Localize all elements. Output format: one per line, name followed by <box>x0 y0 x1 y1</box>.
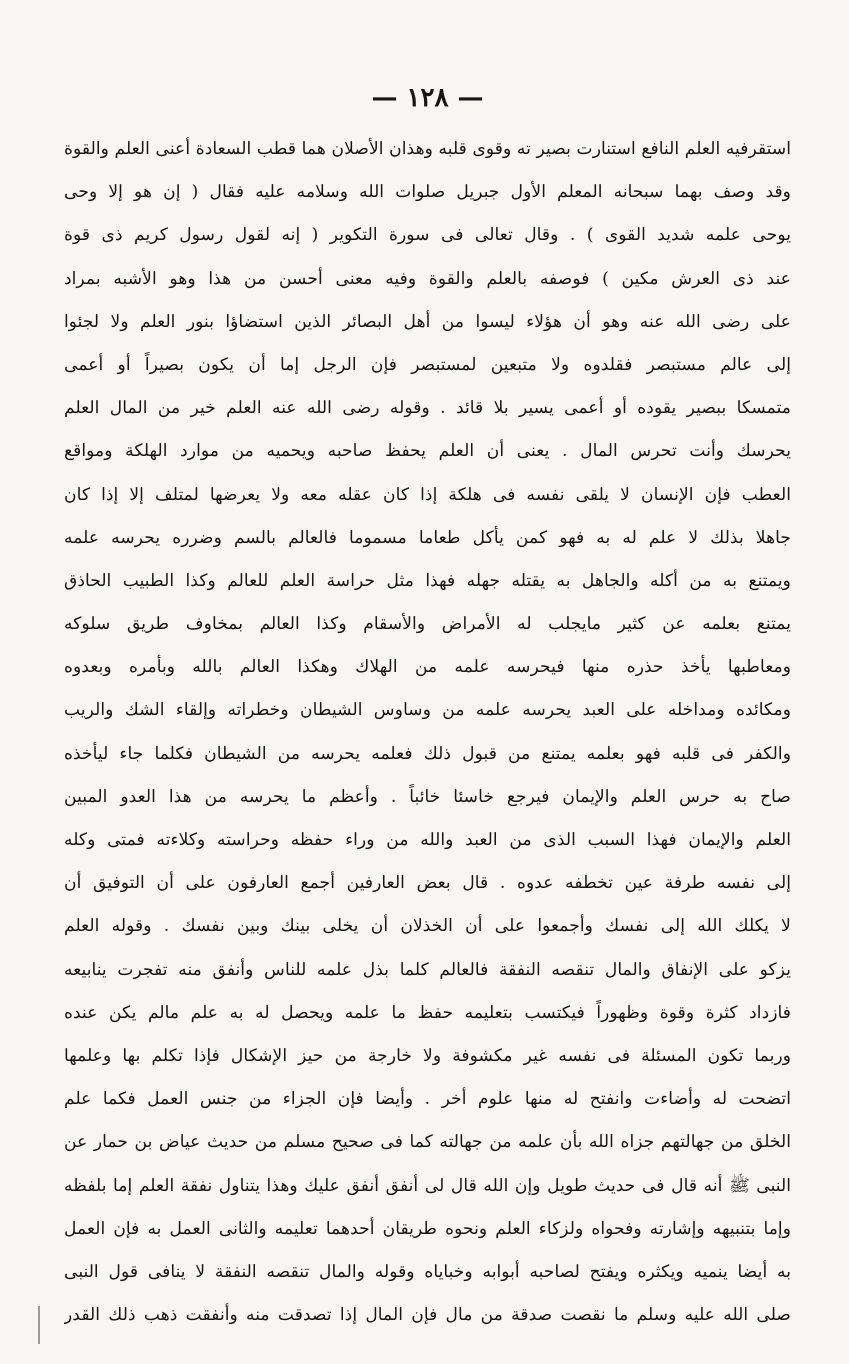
text-line: النبى ﷺ أنه قال فى حديث طويل وإن الله قال لى أنفق أنفق عليك وهذا يتناول نفقة العلم إما بلفظه <box>64 1175 791 1196</box>
text-line: عند ذى العرش مكين ) فوصفه بالعلم والقوة وفيه معنى أحسن من هذا وهو الأشبه بمراد <box>64 268 791 289</box>
text-line: صلى الله عليه وسلم ما نقصت صدقة من مال فإن المال إذا تصدقت منه وأنفقت ذهب ذلك القدر <box>64 1305 791 1326</box>
margin-scan-mark <box>38 1306 40 1344</box>
body-text <box>64 128 791 1337</box>
text-line: فازداد كثرة وقوة وظهوراً فيكتسب بتعليمه حفظ ما علمه ويحصل له به علم مالم يكن عنده <box>64 1002 791 1023</box>
text-line: على رضى الله عنه وهو أن هؤلاء ليسوا من أهل البصائر الذين استضاؤا بنور العلم ولا لجئوا <box>64 311 791 332</box>
text-line: ومعاطبها يأخذ حذره منها فيحرسه علمه من الهلاك وهكذا العالم بالله وبأمره وبعدوه <box>64 657 791 678</box>
text-line: جاهلا بذلك لا علم له به فهو كمن يأكل طعاما مسموما فالعالم بالسم وضرره يحرسه علمه <box>64 527 791 548</box>
text-line: يوحى علمه شديد القوى ) . وقال تعالى فى سورة التكوير ( إنه لقول رسول كريم ذى قوة <box>64 225 791 246</box>
text-line: ويمتنع به من أكله والجاهل به يقتله جهله فهذا مثل حراسة العلم للعالم وكذا الطبيب الحاذق <box>64 570 791 591</box>
text-line: لا يكلك الله إلى نفسك وأجمعوا على أن الخذلان أن يخلى بينك وبين نفسك . وقوله العلم <box>64 916 791 937</box>
text-line: به أيضا ينميه ويكثره ويفتح لصاحبه أبوابه وخباياه وقوله والمال تنقصه النفقة لا ينافى قول النبى <box>64 1261 791 1282</box>
text-line: يحرسك وأنت تحرس المال . يعنى أن العلم يحفظ صاحبه ويحميه من موارد الهلكة ومواقع <box>64 441 791 462</box>
page-number: — ١٢٨ — <box>371 83 484 113</box>
text-line: صاح به حرس العلم والإيمان فيرجع خاسئا خائباً . وأعظم ما يحرسه من هذا العدو المبين <box>64 786 791 807</box>
text-line: إلى عالم مستبصر فقلدوه ولا متبعين لمستبصر فإن الرجل إما أن يكون بصيراً أو أعمى <box>64 354 791 375</box>
text-line: يمتنع بعلمه عن كثير مايجلب له الأمراض والأسقام وكذا العالم بمخاوف طريق سلوكه <box>64 614 791 635</box>
text-line: وربما تكون المسئلة فى نفسه غير مكشوفة ولا خارجة من حيز الإشكال فإذا تكلم بها وعلمها <box>64 1045 791 1066</box>
text-line: والكفر فى قلبه فهو بعلمه يمتنع من قبول ذلك فعلمه يحرسه من الشيطان فكلما جاء ليأخذه <box>64 743 791 764</box>
text-line: وقد وصف بهما سبحانه المعلم الأول جبريل صلوات الله وسلامه عليه فقال ( إن هو إلا وحى <box>64 182 791 203</box>
text-line: ومكائده ومداخله على العبد يحرسه علمه من وساوس الشيطان وخطراته وإلقاء الشك والريب <box>64 700 791 721</box>
text-line: متمسكا ببصير يقوده أو أعمى يسير بلا قائد . وقوله رضى الله عنه العلم خير من المال العلم <box>64 398 791 419</box>
text-line: إلى نفسه طرفة عين تخطفه عدوه . قال بعض العارفين أجمع العارفون على أن التوفيق أن <box>64 873 791 894</box>
text-line: يزكو على الإنفاق والمال تنقصه النفقة فالعالم كلما بذل علمه للناس وأنفق منه تفجرت ينابيعه <box>64 959 791 980</box>
text-line: اتضحت له وأضاءت وانفتح له منها علوم أخر . وأيضا فإن الجزاء من جنس العمل فكما علم <box>64 1089 791 1110</box>
text-line: العطب فإن الإنسان لا يلقى نفسه فى هلكة إذا كان عقله معه ولا يعرضها لمتلف إلا إذا كان <box>64 484 791 505</box>
text-line: وإما بتنبيهه وإشارته وفحواه ولزكاء العلم ونحوه طريقان أحدهما تعليمه والثانى العمل به فإن العمل <box>64 1218 791 1239</box>
text-line: استقرفيه العلم النافع استنارت بصير ته وقوى قلبه وهذان الأصلان هما قطب السعادة أعنى العلم والقوة <box>64 139 791 159</box>
text-line: العلم والإيمان فهذا السبب الذى من العبد والله من وراء حفظه وحراسته وكلاءته فمتى وكله <box>64 830 791 850</box>
text-line: الخلق من جهالتهم جزاه الله بأن علمه من جهالته كما فى صحيح مسلم من حديث عياض بن حمار عن <box>64 1132 791 1153</box>
